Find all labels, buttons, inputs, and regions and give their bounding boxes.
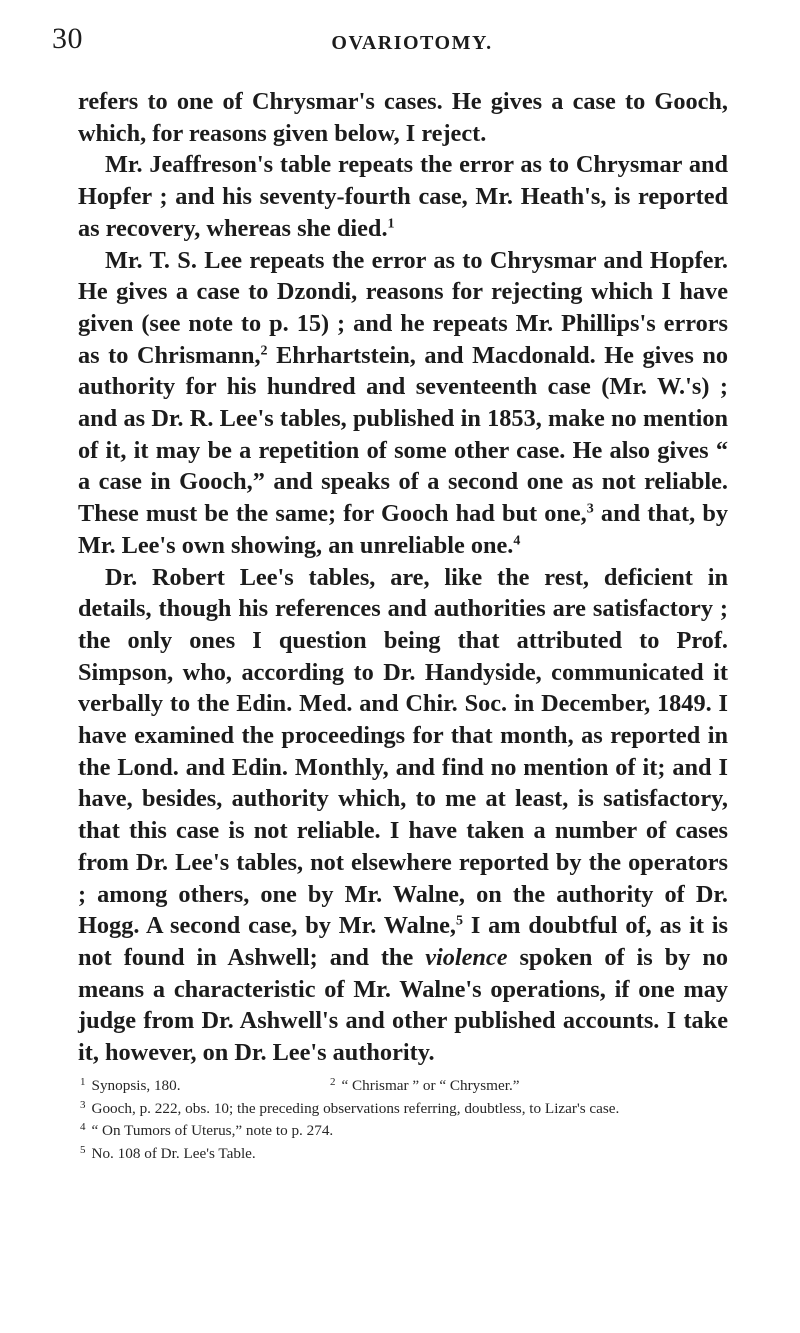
footnotes [80, 1073, 730, 1163]
footnote-mark: 5 [80, 1143, 86, 1156]
body-text [78, 86, 728, 1069]
text-run: Dr. Robert Lee's tables, are, like the rest, deficient in details, though his references and authorities are satisfactory ; the only ones I question being that attributed to Prof. Simpson, who, according to Dr. Handyside, communicated it verbally to the Edin. Med. and Chir. Soc. in December, 1849. I have examined the proceedings for that month, as reported in the Lond. and Edin. Monthly, and find no mention of it; and I have, besides, authority which, to me at least, is satisfactory, that this case is not reliable. I have taken a number of cases from Dr. Lee's tables, not elsewhere reported by the operators ; among others, one by Mr. Walne, on the authority of Dr. Hogg. A second case, by Mr. Walne, [78, 563, 728, 940]
footnote-text: “ On Tumors of Uterus,” note to p. 274. [91, 1122, 334, 1139]
footnote-mark: 2 [330, 1076, 336, 1088]
footnote-text: “ Chrismar ” or “ Chrysmer.” [341, 1076, 520, 1094]
footnote-text: No. 108 of Dr. Lee's Table. [91, 1144, 256, 1162]
footnote-ref: 4 [513, 533, 521, 549]
page-header [52, 22, 732, 62]
paragraph [78, 245, 728, 562]
footnote-mark: 3 [80, 1098, 86, 1111]
footnote [80, 1096, 730, 1119]
footnote [80, 1073, 330, 1096]
footnote [330, 1073, 519, 1096]
footnote-mark: 4 [80, 1121, 86, 1134]
footnote-ref: 3 [586, 501, 594, 517]
running-head: OVARIOTOMY. [331, 32, 493, 54]
paragraph [78, 562, 728, 1069]
text-run: and that, by Mr. Lee's own showing, an unreliable one. [78, 500, 728, 559]
text-run: Ehrhartstein, and Macdonald. He gives no authority for his hundred and seventeenth case (Mr. W.'s) ; and as Dr. R. Lee's tables, published in 1853, make no mention of it, it may be a repetition of some other case. He also gives “ a case in Gooch,” and speaks of a second one as not reliable. These must be the same; for Gooch had but one, [78, 341, 729, 528]
footnote-ref: 1 [387, 216, 395, 232]
footnote-ref: 2 [260, 343, 268, 359]
footnote [80, 1118, 730, 1141]
paragraph [78, 86, 728, 149]
page-number: 30 [52, 22, 83, 55]
footnote-row [80, 1073, 730, 1096]
footnote-mark: 1 [80, 1076, 86, 1088]
text-run: refers to one of Chrysmar's cases. He gives a case to Gooch, which, for reasons given below, I reject. [78, 88, 728, 147]
emphasis: violence [425, 943, 508, 971]
footnote-text: Gooch, p. 222, obs. 10; the preceding observations referring, doubtless, to Lizar's case. [91, 1099, 620, 1117]
text-run: Mr. T. S. Lee repeats the error as to Chrysmar and Hopfer. He gives a case to Dzondi, reasons for rejecting which I have given (see note to p. 15) ; and he repeats Mr. Phillips's errors as to Chrismann, [78, 246, 728, 369]
footnote-text: Synopsis, 180. [91, 1076, 181, 1094]
text-run: spoken of is by no means a characteristic of Mr. Walne's operations, if one may judge from Dr. Ashwell's and other published accounts. I take it, however, on Dr. Lee's authority. [78, 943, 728, 1067]
footnote-ref: 5 [455, 913, 463, 929]
text-run: I am doubtful of, as it is not found in Ashwell; and the [78, 912, 728, 971]
footnote [80, 1141, 730, 1164]
text-run: Mr. Jeaffreson's table repeats the error as to Chrysmar and Hopfer ; and his seventy-fourth case, Mr. Heath's, is reported as recovery, whereas she died. [78, 151, 728, 242]
paragraph [78, 149, 728, 244]
